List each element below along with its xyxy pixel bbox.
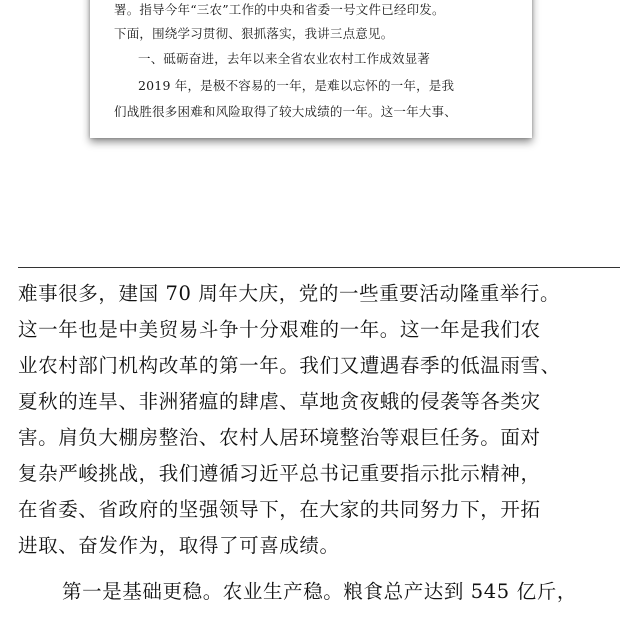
body-text-line: 进取、奋发作为，取得了可喜成绩。 — [18, 534, 340, 557]
section-divider — [18, 267, 620, 268]
document-preview-card — [90, 0, 532, 138]
body-text-line: 害。肩负大棚房整治、农村人居环境整治等艰巨任务。面对 — [18, 426, 541, 449]
body-text-line: 第一是基础更稳。农业生产稳。粮食总产达到 545 亿斤， — [62, 580, 577, 603]
body-text-line: 在省委、省政府的坚强领导下，在大家的共同努力下，开拓 — [18, 498, 541, 521]
body-text-line: 夏秋的连旱、非洲猪瘟的肆虐、草地贪夜蛾的侵袭等各类灾 — [18, 390, 541, 413]
body-text-line: 业农村部门机构改革的第一年。我们又遭遇春季的低温雨雪、 — [18, 354, 561, 377]
card-text-line: 们战胜很多困难和风险取得了较大成绩的一年。这一年大事、 — [114, 104, 457, 119]
body-text-line: 复杂严峻挑战，我们遵循习近平总书记重要指示批示精神， — [18, 462, 541, 485]
body-text-line: 难事很多，建国 70 周年大庆，党的一些重要活动隆重举行。 — [18, 282, 561, 305]
card-text-line: 署。指导今年“三农”工作的中央和省委一号文件已经印发。 — [114, 2, 445, 17]
card-text-line: 下面，围绕学习贯彻、狠抓落实，我讲三点意见。 — [114, 26, 394, 41]
card-text-line: 2019 年，是极不容易的一年，是难以忘怀的一年，是我 — [138, 78, 455, 93]
body-text-line: 这一年也是中美贸易斗争十分艰难的一年。这一年是我们农 — [18, 318, 541, 341]
card-heading: 一、砥砺奋进，去年以来全省农业农村工作成效显著 — [138, 51, 431, 66]
